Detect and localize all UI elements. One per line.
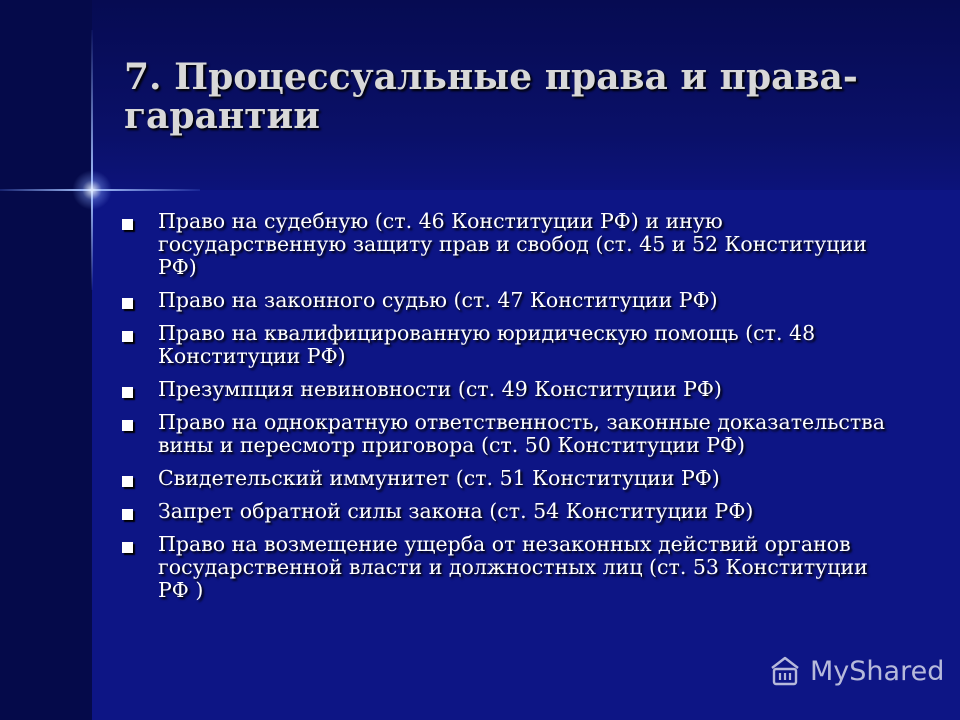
bullet-item	[122, 210, 892, 279]
bullet-item	[122, 322, 892, 368]
slide-title: 7. Процессуальные права и права-гарантии	[124, 56, 858, 137]
square-bullet-icon	[122, 542, 133, 553]
watermark-text: MyShared	[810, 655, 945, 687]
square-bullet-icon	[122, 298, 133, 309]
watermark	[768, 654, 944, 688]
bullet-item	[122, 467, 892, 490]
bullet-text: Запрет обратной силы закона (ст. 54 Конституции РФ)	[158, 499, 754, 523]
mysshared-logo-icon	[768, 654, 802, 688]
left-band	[0, 0, 92, 720]
square-bullet-icon	[122, 509, 133, 520]
square-bullet-icon	[122, 420, 133, 431]
square-bullet-icon	[122, 476, 133, 487]
bullet-list	[122, 210, 892, 612]
bullet-item	[122, 289, 892, 312]
decorative-vertical-line	[91, 30, 93, 290]
bullet-text: Право на квалифицированную юридическую помощь (ст. 48 Конституции РФ)	[158, 321, 816, 368]
bullet-text: Право на законного судью (ст. 47 Конституции РФ)	[158, 288, 718, 312]
bullet-text: Презумпция невиновности (ст. 49 Конституции РФ)	[158, 377, 722, 401]
square-bullet-icon	[122, 331, 133, 342]
decorative-star-glow	[72, 170, 112, 210]
bullet-item	[122, 411, 892, 457]
bullet-item	[122, 378, 892, 401]
bullet-item	[122, 533, 892, 602]
bullet-text: Право на однократную ответственность, законные доказательства вины и пересмотр приговора (ст. 50 Конституции РФ)	[158, 410, 885, 457]
square-bullet-icon	[122, 387, 133, 398]
bullet-text: Свидетельский иммунитет (ст. 51 Конституции РФ)	[158, 466, 720, 490]
bullet-text: Право на судебную (ст. 46 Конституции РФ) и иную государственную защиту прав и свобод (ст. 45 и 52 Конституции РФ)	[158, 209, 867, 279]
bullet-item	[122, 500, 892, 523]
square-bullet-icon	[122, 219, 133, 230]
bullet-text: Право на возмещение ущерба от незаконных действий органов государственной власти и должностных лиц (ст. 53 Конституции РФ )	[158, 532, 868, 602]
